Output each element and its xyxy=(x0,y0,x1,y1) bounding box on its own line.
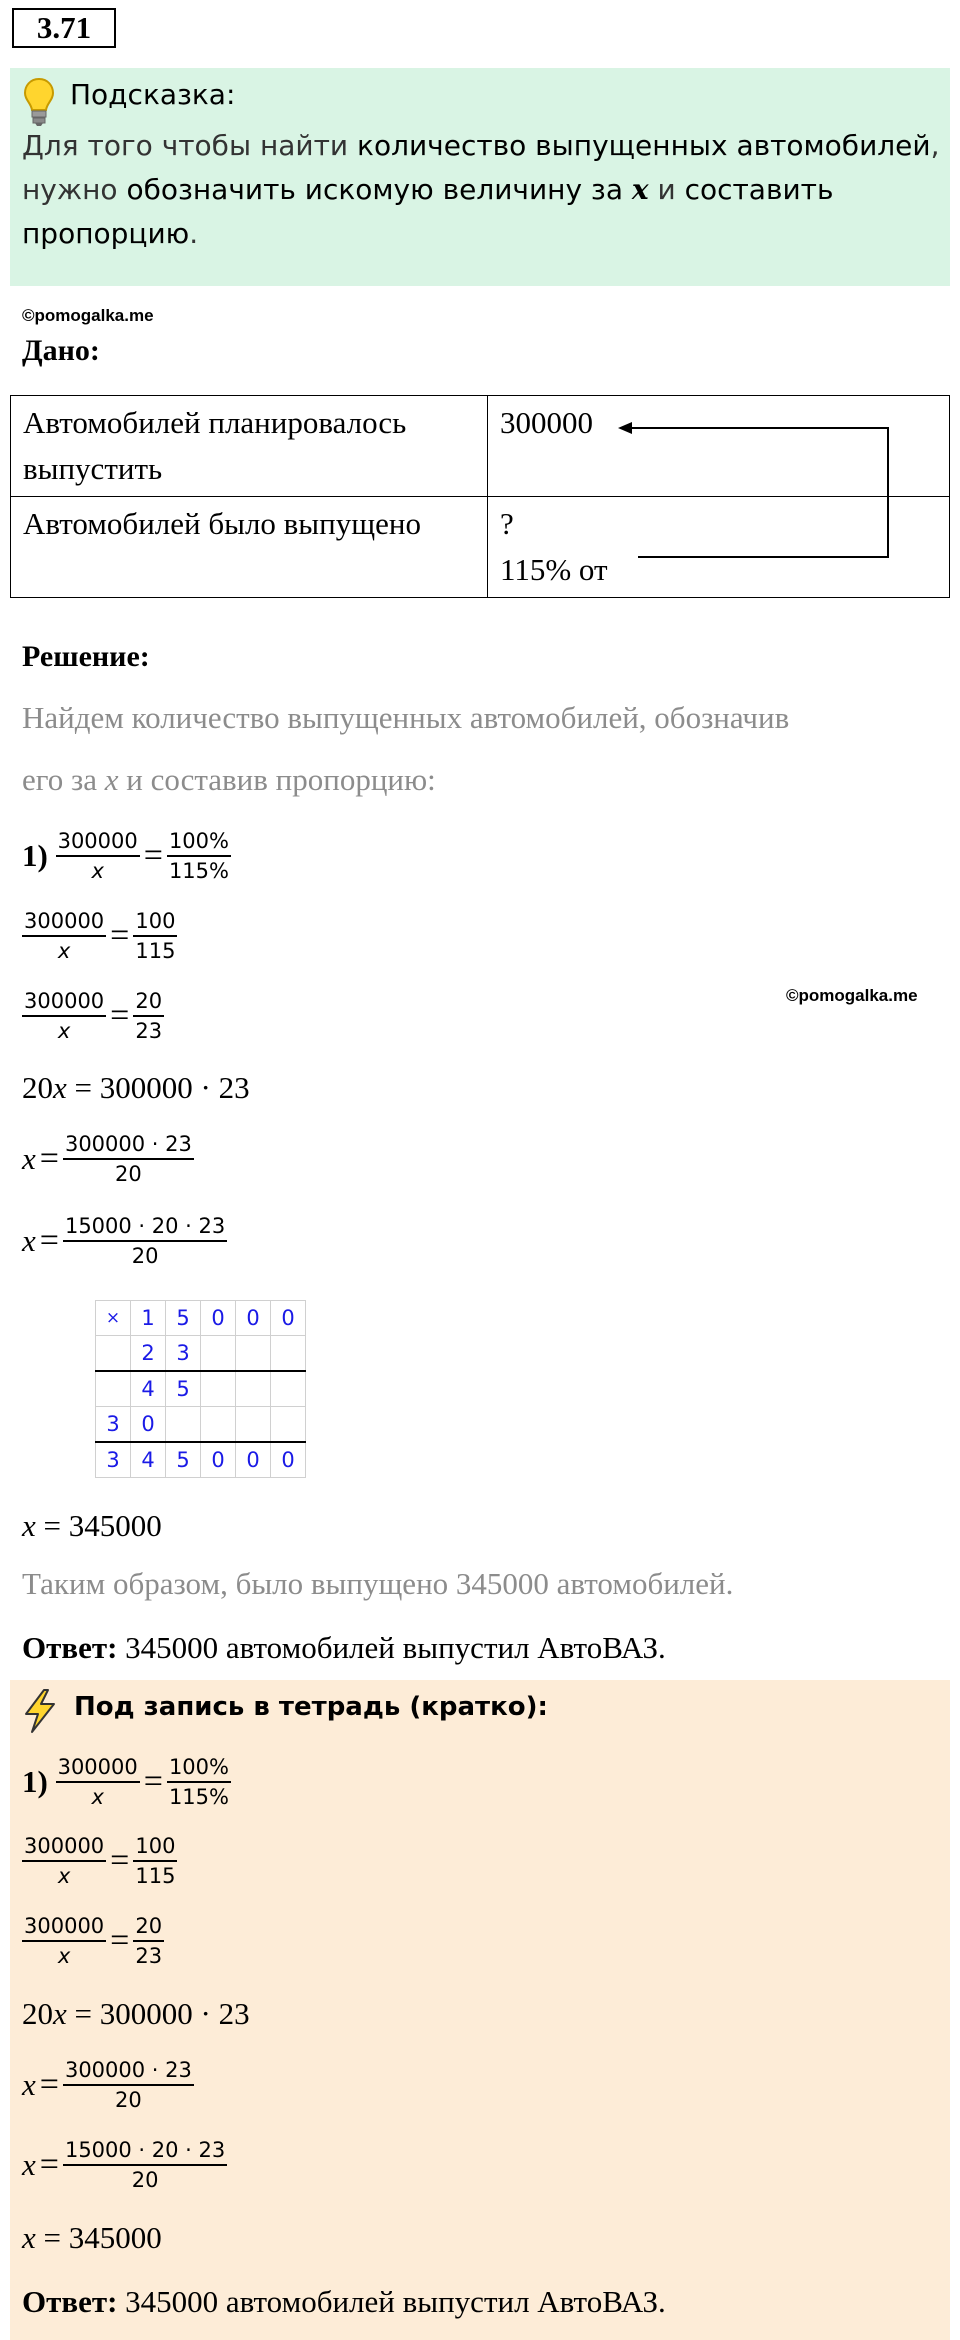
mult-cell: 0 xyxy=(236,1301,271,1336)
given-title: Дано: xyxy=(22,334,100,367)
mult-cell: 1 xyxy=(131,1301,166,1336)
mult-cell: 3 xyxy=(96,1407,131,1443)
hint-title: Подсказка: xyxy=(70,78,236,111)
mult-cell xyxy=(271,1336,306,1372)
mult-row xyxy=(96,1371,306,1407)
mult-cell: 5 xyxy=(166,1442,201,1478)
note-equation-3: $\frac{300000}{x}$ = $\frac{20}{23}$ xyxy=(24,1914,163,1968)
mult-row xyxy=(96,1442,306,1478)
lightbulb-icon xyxy=(22,76,56,128)
mult-cell xyxy=(201,1371,236,1407)
mult-cell: 0 xyxy=(236,1442,271,1478)
mult-cell: 4 xyxy=(131,1371,166,1407)
mult-cell: 4 xyxy=(131,1442,166,1478)
mult-cell xyxy=(236,1336,271,1372)
equation-1: 1) $\frac{300000}{x}$ = $\frac{100\%}{115\%}$ xyxy=(22,829,229,883)
note-equation-1: 1) $\frac{300000}{x}$ = $\frac{100\%}{115\%}$ xyxy=(22,1755,229,1809)
given-label-produced: Автомобилей было выпущено xyxy=(11,497,488,598)
note-equation-6: x = $\frac{15000 \cdot 20 \cdot 23}{20}$ xyxy=(22,2138,226,2192)
mult-cell xyxy=(271,1371,306,1407)
equation-5: x = $\frac{300000 \cdot 23}{20}$ xyxy=(22,1132,192,1186)
multiplication-table xyxy=(95,1300,306,1478)
result: x = 345000 xyxy=(22,1508,162,1543)
mult-row xyxy=(96,1336,306,1372)
note-result: x = 345000 xyxy=(22,2220,162,2255)
mult-cell xyxy=(236,1407,271,1443)
mult-cell xyxy=(166,1407,201,1443)
mult-cell: 3 xyxy=(96,1442,131,1478)
mult-row xyxy=(96,1407,306,1443)
solution-title: Решение: xyxy=(22,640,150,673)
solution-intro-line2: его за x и составив пропорцию: xyxy=(22,762,436,797)
given-value-produced: ? 115% от xyxy=(488,497,950,598)
problem-number: 3.71 xyxy=(12,8,116,48)
solution-intro-line1: Найдем количество выпущенных автомобилей, обозначив xyxy=(22,700,790,735)
mult-row xyxy=(96,1301,306,1336)
mult-cell xyxy=(201,1336,236,1372)
mult-cell xyxy=(96,1371,131,1407)
mult-cell: 0 xyxy=(271,1301,306,1336)
watermark: ©pomogalka.me xyxy=(22,306,154,325)
equation-2: $\frac{300000}{x}$ = $\frac{100}{115}$ xyxy=(24,909,176,963)
note-equation-4: 20x = 300000 · 23 xyxy=(22,1996,250,2031)
mult-cell: 0 xyxy=(201,1301,236,1336)
mult-cell: 2 xyxy=(131,1336,166,1372)
short-note-title: Под запись в тетрадь (кратко): xyxy=(74,1692,548,1722)
mult-cell xyxy=(201,1407,236,1443)
conclusion: Таким образом, было выпущено 345000 автомобилей. xyxy=(22,1566,734,1601)
given-value-planned: 300000 xyxy=(488,396,950,497)
note-answer: Ответ: 345000 автомобилей выпустил АвтоВАЗ. xyxy=(22,2284,666,2319)
watermark: ©pomogalka.me xyxy=(786,986,918,1005)
multiply-sign: × xyxy=(96,1301,131,1336)
reference-arrow xyxy=(600,410,900,570)
mult-cell: 5 xyxy=(166,1301,201,1336)
given-label-planned: Автомобилей планировалось выпустить xyxy=(11,396,488,497)
mult-cell: 0 xyxy=(271,1442,306,1478)
mult-cell xyxy=(96,1336,131,1372)
lightning-icon xyxy=(22,1688,58,1734)
equation-6: x = $\frac{15000 \cdot 20 \cdot 23}{20}$ xyxy=(22,1214,226,1268)
equation-4: 20x = 300000 · 23 xyxy=(22,1070,250,1105)
mult-cell: 0 xyxy=(131,1407,166,1443)
answer: Ответ: 345000 автомобилей выпустил АвтоВАЗ. xyxy=(22,1630,666,1665)
mult-cell: 0 xyxy=(201,1442,236,1478)
mult-cell: 3 xyxy=(166,1336,201,1372)
mult-cell xyxy=(236,1371,271,1407)
note-equation-2: $\frac{300000}{x}$ = $\frac{100}{115}$ xyxy=(24,1834,176,1888)
mult-cell: 5 xyxy=(166,1371,201,1407)
hint-body: Для того чтобы найти количество выпущенных автомобилей, нужно обозначить искомую величину за x и составить пропорцию. xyxy=(22,129,940,250)
note-equation-5: x = $\frac{300000 \cdot 23}{20}$ xyxy=(22,2058,192,2112)
mult-cell xyxy=(271,1407,306,1443)
equation-3: $\frac{300000}{x}$ = $\frac{20}{23}$ xyxy=(24,989,163,1043)
